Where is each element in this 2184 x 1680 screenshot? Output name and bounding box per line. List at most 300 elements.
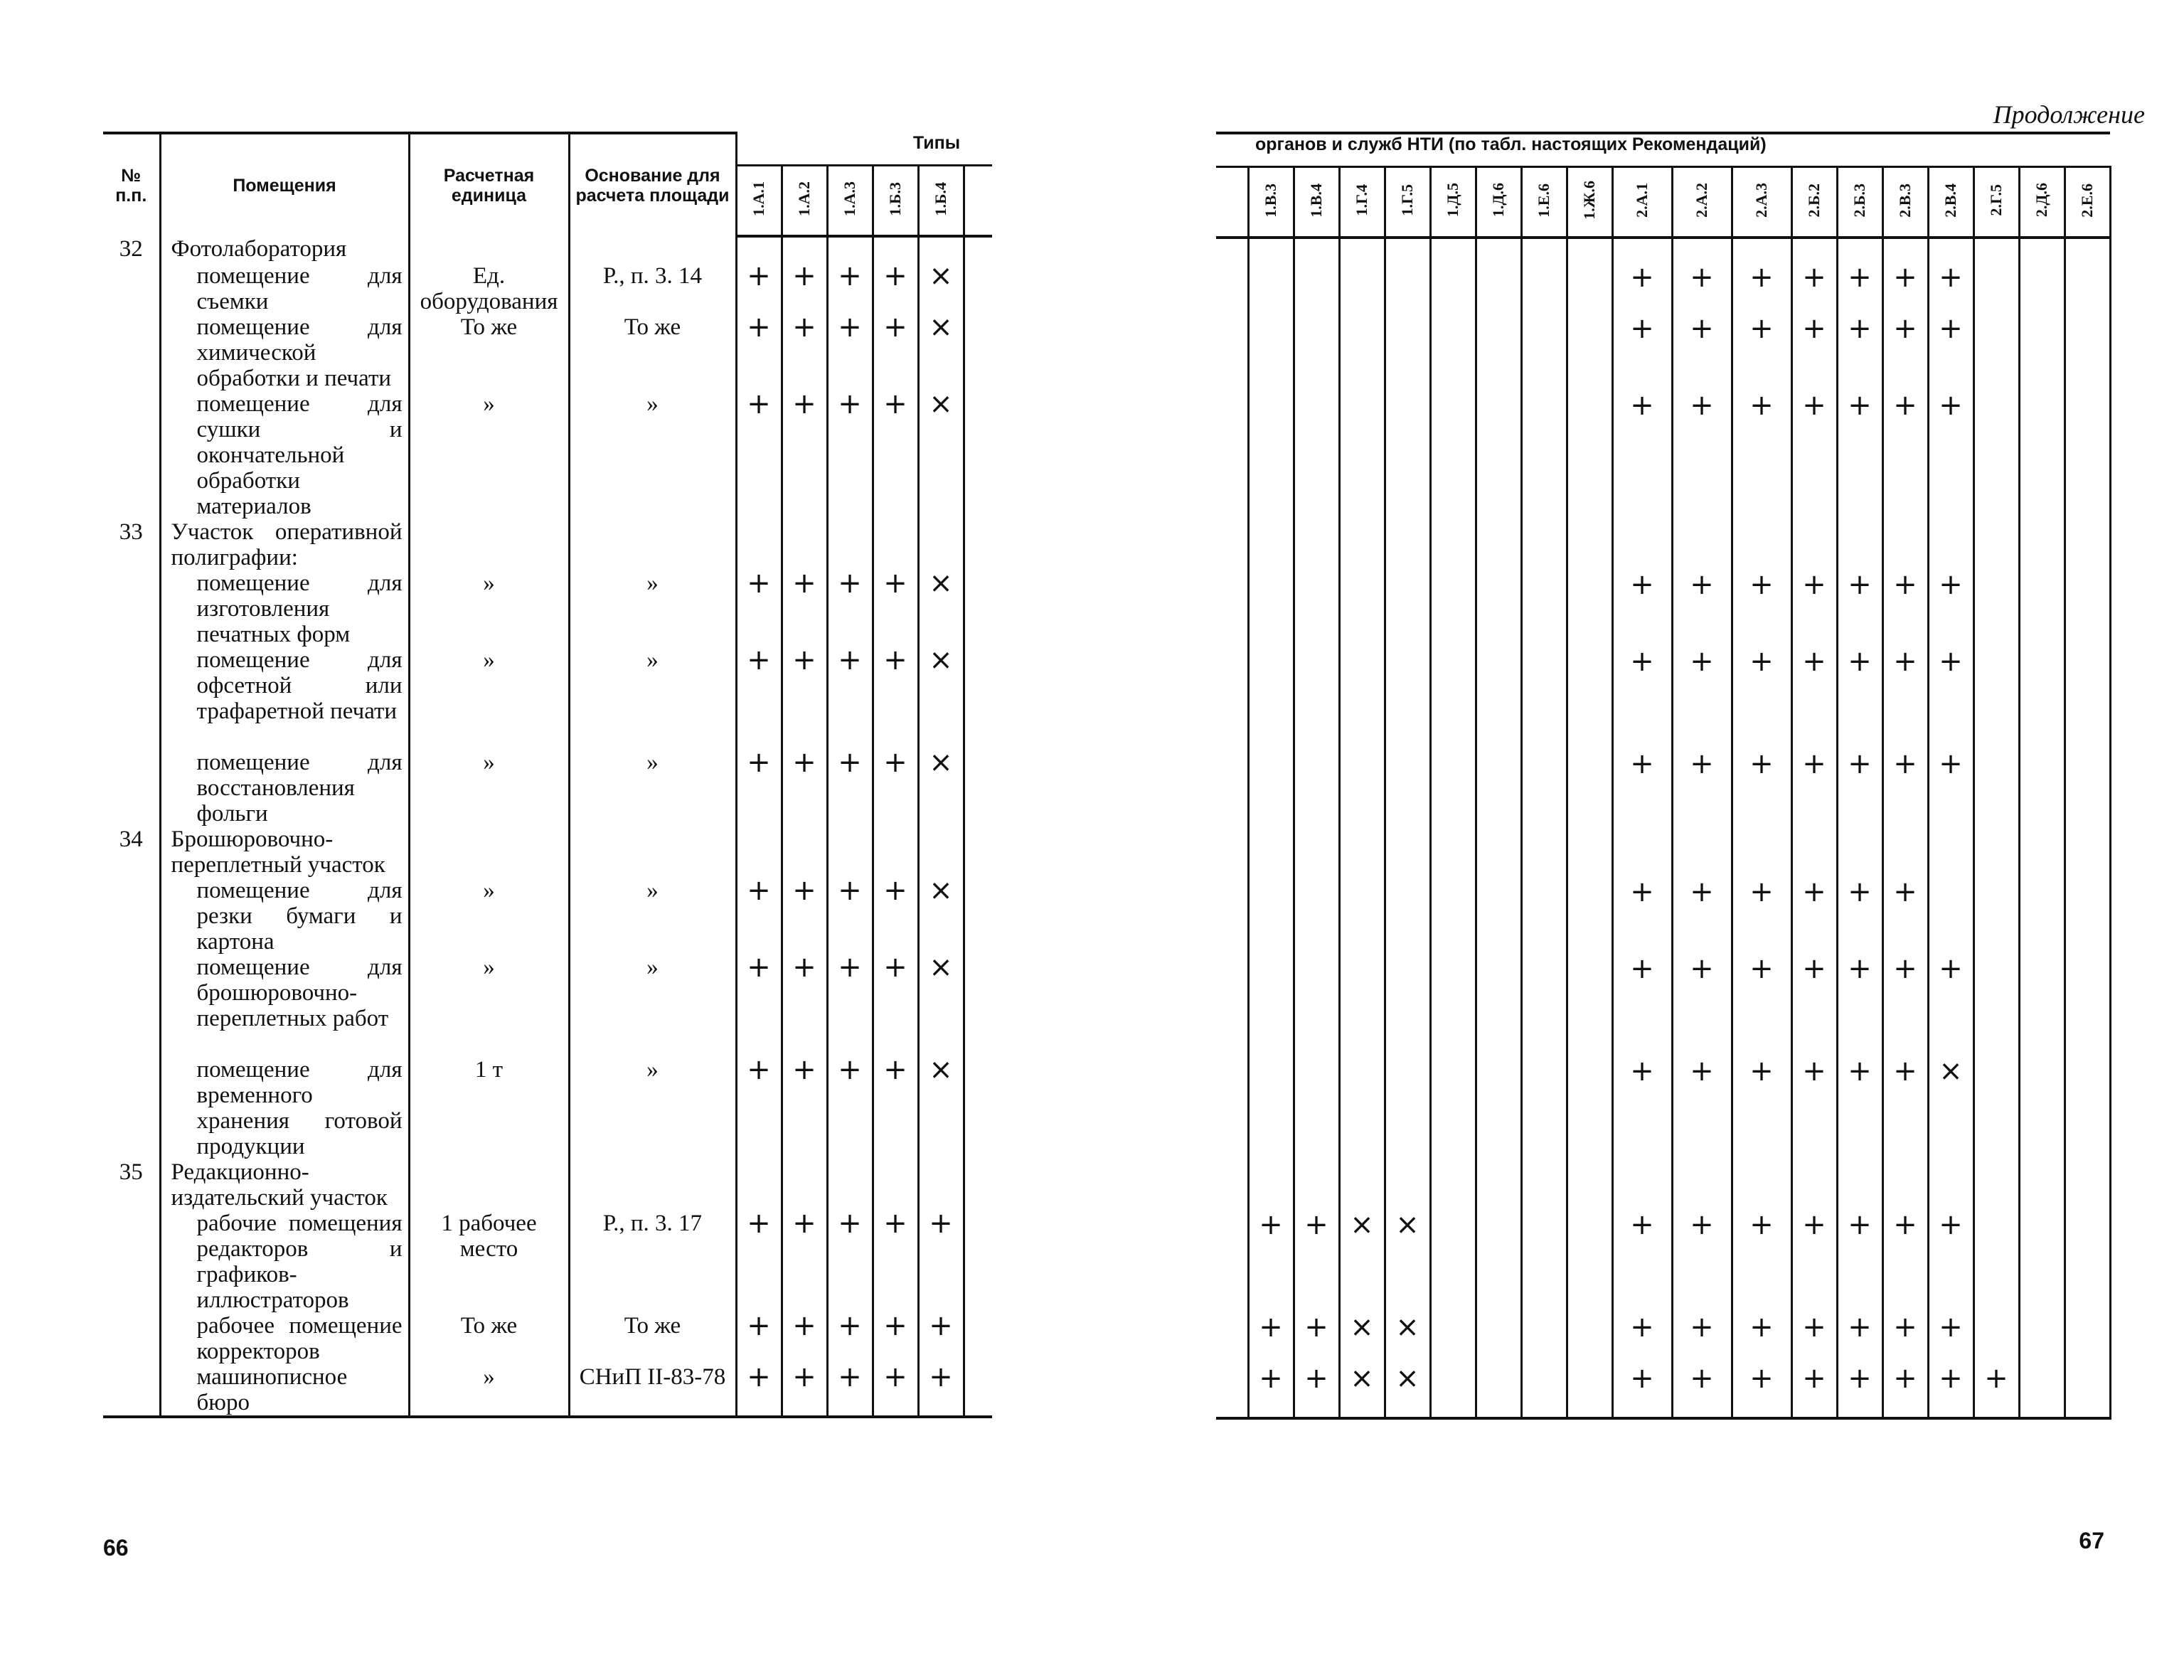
mark-cell [1385, 265, 1430, 316]
mark-cell [1521, 956, 1567, 1058]
table-row [1216, 1058, 2110, 1161]
table-row [1216, 316, 2110, 393]
mark-cell [2019, 393, 2065, 521]
mark-cell [1476, 828, 1521, 879]
table-row [1216, 828, 2110, 879]
mark-cell: + [827, 263, 873, 314]
mark-cell [1430, 649, 1476, 751]
row-number [103, 1313, 160, 1364]
mark-cell [1567, 1058, 1612, 1161]
mark-cell [1521, 828, 1567, 879]
mark-cell [1430, 1366, 1476, 1418]
empty-cell [964, 1364, 992, 1417]
unit-cell: » [409, 955, 569, 1057]
unit-cell: То же [409, 314, 569, 391]
mark-cell [1973, 393, 2019, 521]
type-code: 2.В.3 [1896, 183, 1914, 218]
mark-cell [1521, 1314, 1567, 1366]
mark-cell: + [827, 1211, 873, 1313]
mark-cell [1973, 572, 2019, 649]
mark-cell: + [1928, 316, 1973, 393]
mark-cell: + [1672, 956, 1732, 1058]
mark-cell: + [1928, 572, 1973, 649]
unit-cell: То же [409, 1313, 569, 1364]
basis-cell: » [569, 391, 736, 519]
mark-cell: + [1672, 751, 1732, 828]
mark-cell: + [736, 570, 782, 647]
mark-cell: + [1612, 1058, 1672, 1161]
empty-cell [964, 236, 992, 263]
mark-cell: × [1339, 1366, 1385, 1418]
table-bottom-rule [1216, 1418, 2110, 1427]
mark-cell [1567, 316, 1612, 393]
lead-cell [1216, 649, 1248, 751]
unit-cell [409, 1159, 569, 1211]
mark-cell [1430, 1314, 1476, 1366]
mark-cell [1476, 1314, 1521, 1366]
mark-cell: + [1882, 393, 1928, 521]
mark-cell [1521, 1212, 1567, 1314]
mark-cell [1928, 521, 1973, 572]
page-number-left: 66 [103, 1535, 129, 1561]
mark-cell [827, 826, 873, 878]
unit-cell: » [409, 878, 569, 955]
mark-cell [1476, 1212, 1521, 1314]
mark-cell: + [827, 1313, 873, 1364]
row-number [103, 647, 160, 750]
mark-cell [1973, 316, 2019, 393]
row-number [103, 750, 160, 826]
mark-cell: + [736, 391, 782, 519]
basis-cell: Р., п. 3. 14 [569, 263, 736, 314]
mark-cell: + [1612, 265, 1672, 316]
table-row [103, 1364, 992, 1417]
mark-cell [1567, 1366, 1612, 1418]
row-number [103, 391, 160, 519]
mark-cell [1430, 956, 1476, 1058]
mark-cell [2019, 751, 2065, 828]
mark-cell [1339, 238, 1385, 265]
empty-cell [964, 826, 992, 878]
mark-cell: + [1837, 649, 1882, 751]
type-header [1837, 167, 1882, 238]
room-name: помещение для съемки [160, 263, 409, 314]
mark-cell: + [827, 878, 873, 955]
type-code: 1.Е.6 [1535, 183, 1552, 218]
mark-cell [1672, 828, 1732, 879]
mark-cell: + [1672, 1212, 1732, 1314]
mark-cell [2065, 572, 2110, 649]
mark-cell [827, 1159, 873, 1211]
mark-cell: + [1672, 649, 1732, 751]
mark-cell [2019, 316, 2065, 393]
mark-cell: + [827, 570, 873, 647]
lead-cell [1216, 521, 1248, 572]
bottom-rule [1216, 1418, 2110, 1427]
lead-cell [1216, 1212, 1248, 1314]
mark-cell: + [782, 1364, 827, 1417]
mark-cell: + [873, 1057, 918, 1159]
table-row [103, 391, 992, 519]
mark-cell: + [1882, 751, 1928, 828]
mark-cell: × [1385, 1366, 1430, 1418]
right-page [1095, 0, 2184, 1680]
mark-cell: + [1732, 1366, 1791, 1418]
mark-cell [1567, 572, 1612, 649]
empty-cell [964, 1159, 992, 1211]
mark-cell [1339, 393, 1385, 521]
lead-cell [1216, 879, 1248, 956]
mark-cell: × [918, 878, 964, 955]
mark-cell [1294, 572, 1339, 649]
mark-cell [1928, 879, 1973, 956]
row-number [103, 570, 160, 647]
lead-cell [1216, 265, 1248, 316]
mark-cell: + [827, 391, 873, 519]
mark-cell: + [918, 1313, 964, 1364]
mark-cell [1567, 1314, 1612, 1366]
mark-cell [2065, 828, 2110, 879]
mark-cell: + [1837, 879, 1882, 956]
type-header [1567, 167, 1612, 238]
room-name: Фотолаборатория [160, 236, 409, 263]
mark-cell: + [782, 878, 827, 955]
mark-cell [1476, 393, 1521, 521]
mark-cell: + [1837, 572, 1882, 649]
header-basis: Основание для расчета площади [569, 133, 736, 236]
mark-cell: + [1612, 649, 1672, 751]
mark-cell [1430, 265, 1476, 316]
mark-cell: + [736, 1057, 782, 1159]
unit-cell [409, 519, 569, 570]
type-code: 2.А.3 [1752, 183, 1770, 218]
mark-cell [1973, 879, 2019, 956]
mark-cell [1521, 649, 1567, 751]
mark-cell: + [1928, 751, 1973, 828]
type-header [2065, 167, 2110, 238]
header-types: Типы [736, 133, 992, 166]
left-table [103, 132, 992, 1425]
mark-cell [1567, 956, 1612, 1058]
mark-cell [1385, 956, 1430, 1058]
table-row [1216, 649, 2110, 751]
mark-cell [782, 519, 827, 570]
mark-cell: × [918, 570, 964, 647]
mark-cell [2019, 879, 2065, 956]
mark-cell [1294, 238, 1339, 265]
type-header [827, 166, 873, 237]
table-row [103, 1159, 992, 1211]
mark-cell [1248, 879, 1294, 956]
table-row [103, 314, 992, 391]
basis-cell: » [569, 647, 736, 750]
room-name: помещение для резки бумаги и картона [160, 878, 409, 955]
mark-cell [1521, 316, 1567, 393]
mark-cell: + [1837, 1314, 1882, 1366]
mark-cell [1732, 1161, 1791, 1212]
mark-cell: + [1732, 265, 1791, 316]
mark-cell: + [1732, 751, 1791, 828]
mark-cell: × [918, 750, 964, 826]
mark-cell: + [1791, 316, 1837, 393]
mark-cell: + [1837, 393, 1882, 521]
unit-cell [409, 826, 569, 878]
mark-cell: + [1732, 956, 1791, 1058]
mark-cell [1732, 521, 1791, 572]
mark-cell [873, 519, 918, 570]
mark-cell: + [782, 1211, 827, 1313]
basis-cell [569, 519, 736, 570]
type-code: 2.Д.6 [2033, 183, 2050, 218]
mark-cell [1521, 751, 1567, 828]
mark-cell [1339, 521, 1385, 572]
mark-cell: + [1791, 1058, 1837, 1161]
mark-cell [1430, 1161, 1476, 1212]
mark-cell [1476, 238, 1521, 265]
mark-cell [1385, 1161, 1430, 1212]
table-row [1216, 393, 2110, 521]
mark-cell: + [1837, 316, 1882, 393]
mark-cell [1294, 316, 1339, 393]
mark-cell: + [782, 570, 827, 647]
type-header [1973, 167, 2019, 238]
mark-cell [1248, 238, 1294, 265]
mark-cell: + [1882, 956, 1928, 1058]
type-code: 2.Е.6 [2078, 183, 2097, 218]
lead-cell [1216, 238, 1248, 265]
mark-cell: + [1612, 572, 1672, 649]
row-number [103, 878, 160, 955]
type-header [873, 166, 918, 237]
mark-cell [2065, 265, 2110, 316]
mark-cell [1791, 521, 1837, 572]
mark-cell: + [1248, 1314, 1294, 1366]
room-name: помещение для изготовления печатных форм [160, 570, 409, 647]
mark-cell: + [1928, 956, 1973, 1058]
mark-cell: + [1732, 572, 1791, 649]
mark-cell: + [1837, 1212, 1882, 1314]
mark-cell [1612, 828, 1672, 879]
mark-cell [2065, 1366, 2110, 1418]
mark-cell: + [827, 1057, 873, 1159]
mark-cell: + [1294, 1366, 1339, 1418]
row-number [103, 1057, 160, 1159]
mark-cell: + [1732, 1314, 1791, 1366]
mark-cell: + [873, 314, 918, 391]
mark-cell [2065, 238, 2110, 265]
mark-cell: + [1882, 1366, 1928, 1418]
bottom-rule [103, 1417, 992, 1425]
table-row [103, 647, 992, 750]
lead-cell [1216, 316, 1248, 393]
mark-cell: + [782, 647, 827, 750]
mark-cell: + [782, 1313, 827, 1364]
mark-cell: + [1928, 1212, 1973, 1314]
mark-cell [1385, 649, 1430, 751]
table-row [1216, 521, 2110, 572]
mark-cell [1248, 956, 1294, 1058]
mark-cell [1973, 1161, 2019, 1212]
table-row [1216, 572, 2110, 649]
table-bottom-rule [103, 1417, 992, 1425]
mark-cell [1521, 1058, 1567, 1161]
mark-cell: + [1732, 393, 1791, 521]
mark-cell: + [1837, 1366, 1882, 1418]
basis-cell: » [569, 1057, 736, 1159]
mark-cell: + [1928, 1366, 1973, 1418]
mark-cell: + [1732, 1212, 1791, 1314]
mark-cell [1672, 1161, 1732, 1212]
type-header [1294, 167, 1339, 238]
basis-cell: Р., п. 3. 17 [569, 1211, 736, 1313]
mark-cell [1476, 956, 1521, 1058]
basis-cell: » [569, 955, 736, 1057]
mark-cell [2065, 751, 2110, 828]
lead-cell [1216, 1366, 1248, 1418]
mark-cell [1567, 1161, 1612, 1212]
unit-cell: 1 т [409, 1057, 569, 1159]
type-header [1672, 167, 1732, 238]
mark-cell: × [1339, 1314, 1385, 1366]
mark-cell: + [827, 314, 873, 391]
mark-cell: + [873, 878, 918, 955]
mark-cell [1294, 393, 1339, 521]
mark-cell: + [918, 1211, 964, 1313]
room-name: Участок оперативной полиграфии: [160, 519, 409, 570]
mark-cell: + [1672, 1314, 1732, 1366]
mark-cell [1837, 521, 1882, 572]
mark-cell: + [873, 570, 918, 647]
mark-cell [918, 826, 964, 878]
unit-cell: » [409, 750, 569, 826]
mark-cell: + [1837, 751, 1882, 828]
page-number-right: 67 [2079, 1528, 2104, 1553]
mark-cell [1248, 1161, 1294, 1212]
mark-cell: + [1791, 393, 1837, 521]
row-number [103, 263, 160, 314]
row-number: 33 [103, 519, 160, 570]
mark-cell [1521, 572, 1567, 649]
empty-cell [964, 878, 992, 955]
table-row [1216, 238, 2110, 265]
basis-cell [569, 1159, 736, 1211]
mark-cell [2065, 1212, 2110, 1314]
type-code: 1.Г.4 [1353, 184, 1370, 216]
mark-cell [2065, 1058, 2110, 1161]
mark-cell: + [1791, 265, 1837, 316]
mark-cell [1339, 751, 1385, 828]
mark-cell: + [1672, 572, 1732, 649]
mark-cell: + [1882, 649, 1928, 751]
mark-cell: + [736, 314, 782, 391]
unit-cell: Ед. оборудования [409, 263, 569, 314]
basis-cell [569, 236, 736, 263]
mark-cell [2019, 572, 2065, 649]
mark-cell [1791, 1161, 1837, 1212]
room-name: Брошюровочно-переплетный участок [160, 826, 409, 878]
mark-cell [1928, 828, 1973, 879]
type-code: 1.А.3 [841, 181, 858, 216]
room-name: помещение для сушки и окончательной обработки материалов [160, 391, 409, 519]
mark-cell: + [1672, 316, 1732, 393]
mark-cell: × [918, 1057, 964, 1159]
basis-cell: СНиП II-83-78 [569, 1364, 736, 1417]
mark-cell: + [873, 647, 918, 750]
table-row [103, 570, 992, 647]
mark-cell [1385, 238, 1430, 265]
row-number: 34 [103, 826, 160, 878]
type-header [1612, 167, 1672, 238]
mark-cell: × [1385, 1212, 1430, 1314]
mark-cell [1339, 1161, 1385, 1212]
type-header-lead [1216, 167, 1248, 238]
table-row [103, 878, 992, 955]
mark-cell: + [1791, 879, 1837, 956]
table-row [1216, 1161, 2110, 1212]
mark-cell: + [1248, 1212, 1294, 1314]
mark-cell [1339, 956, 1385, 1058]
mark-cell: + [873, 391, 918, 519]
mark-cell [1248, 265, 1294, 316]
mark-cell [1476, 316, 1521, 393]
mark-cell: + [827, 1364, 873, 1417]
mark-cell [782, 826, 827, 878]
mark-cell [2019, 1314, 2065, 1366]
lead-cell [1216, 828, 1248, 879]
room-name: Редакционно-издательский участок [160, 1159, 409, 1211]
mark-cell: + [1973, 1366, 2019, 1418]
mark-cell [736, 1159, 782, 1211]
row-number [103, 1364, 160, 1417]
unit-cell [409, 236, 569, 263]
type-code: 2.Г.5 [1987, 184, 2005, 216]
mark-cell: + [782, 1057, 827, 1159]
mark-cell: + [1612, 956, 1672, 1058]
mark-cell [1294, 1161, 1339, 1212]
mark-cell [1430, 316, 1476, 393]
mark-cell: + [1732, 316, 1791, 393]
type-code: 1.В.3 [1262, 183, 1279, 218]
mark-cell: × [918, 955, 964, 1057]
type-header [1928, 167, 1973, 238]
lead-cell [1216, 1161, 1248, 1212]
mark-cell: + [736, 878, 782, 955]
mark-cell [1385, 1058, 1430, 1161]
mark-cell: + [736, 1364, 782, 1417]
mark-cell [1567, 265, 1612, 316]
type-header [918, 166, 964, 237]
mark-cell: + [873, 750, 918, 826]
unit-cell: 1 рабочее место [409, 1211, 569, 1313]
mark-cell [1385, 316, 1430, 393]
type-code: 2.А.2 [1693, 183, 1710, 218]
row-number [103, 314, 160, 391]
mark-cell: + [1672, 1366, 1732, 1418]
mark-cell [1248, 316, 1294, 393]
mark-cell [1476, 1366, 1521, 1418]
mark-cell [2065, 393, 2110, 521]
mark-cell [1521, 879, 1567, 956]
mark-cell: + [1791, 572, 1837, 649]
mark-cell: + [1791, 751, 1837, 828]
table-row [1216, 879, 2110, 956]
mark-cell [827, 519, 873, 570]
type-header [782, 166, 827, 237]
mark-cell [2065, 649, 2110, 751]
type-code: 1.Д.5 [1444, 183, 1461, 218]
unit-cell: » [409, 1364, 569, 1417]
table-row [1216, 751, 2110, 828]
